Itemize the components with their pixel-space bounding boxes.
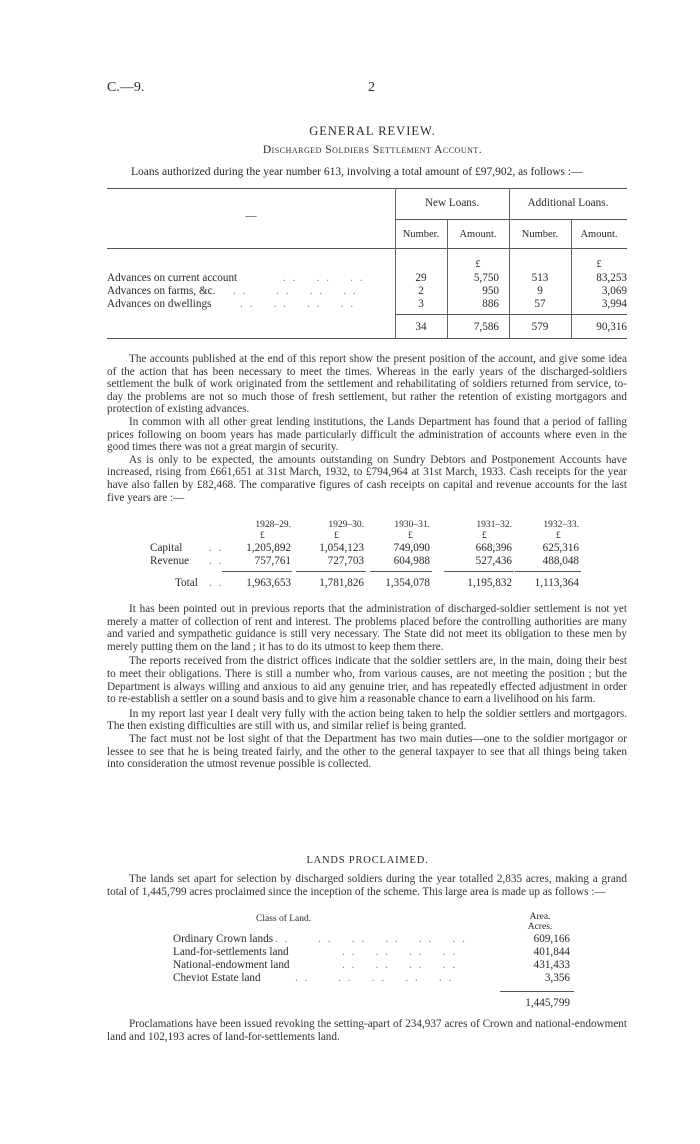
lands-row-value: 431,433 <box>533 959 570 971</box>
receipts-value: 527,436 <box>475 555 512 567</box>
receipts-value: 488,048 <box>542 555 579 567</box>
loans-row-label: Advances on current account <box>107 272 238 284</box>
body-paragraphs-2 <box>107 603 627 771</box>
receipts-total: 1,113,364 <box>534 577 579 589</box>
loans-add-number: 513 <box>531 272 549 284</box>
loans-header-add-amount: Amount. <box>580 229 618 240</box>
receipts-row-label: Revenue <box>150 555 190 567</box>
loans-add-amount: 83,253 <box>596 272 627 284</box>
paragraph: The accounts published at the end of this report show the present position of the account, and give some idea of the action that has been necessary to meet the times. Whereas in the early years of the discharged-soldiers settlement the bulk of work originated from the settlement and rehabilitating of soldiers returned from service, to-day the problems are not so much those of fresh settlement, but rather the retention of existing mortgagors and protection of existing advances. <box>107 353 627 416</box>
loans-row-label: Advances on farms, &c. <box>107 285 216 297</box>
lands-closing <box>107 1018 627 1043</box>
receipts-total: 1,963,653 <box>246 577 291 589</box>
paragraph: In my report last year I dealt very fully with the action being taken to help the soldier settlers and mortgagors. The then existing difficulties are still with us, and similar relief is being granted. <box>107 707 627 733</box>
receipts-value: 668,396 <box>475 542 512 554</box>
loans-header-new-number: Number. <box>402 229 440 240</box>
document-reference: C.—9. <box>107 80 145 95</box>
loans-total-new-amount: 7,586 <box>473 321 499 333</box>
loans-add-amount: 3,994 <box>601 298 627 310</box>
loans-new-amount: 950 <box>482 285 499 297</box>
loans-new-currency: £ <box>475 259 481 270</box>
receipts-value: 757,761 <box>254 555 291 567</box>
receipts-year: 1929–30. <box>328 520 364 530</box>
loans-header-new: New Loans. <box>424 197 480 209</box>
subsection-title: Discharged Soldiers Settlement Account. <box>262 144 483 156</box>
loans-new-amount: 886 <box>482 298 499 310</box>
lands-row-label: Cheviot Estate land <box>173 972 261 984</box>
lands-total: 1,445,799 <box>525 997 570 1009</box>
receipts-year: 1930–31. <box>394 520 430 530</box>
lands-intro <box>107 873 627 898</box>
loans-add-amount: 3,069 <box>601 285 627 297</box>
intro-line: Loans authorized during the year number 613, involving a total amount of £97,902, as follows :— <box>131 166 583 178</box>
page-number: 2 <box>368 80 375 95</box>
receipts-currency: £ <box>260 531 265 541</box>
loans-total-add-number: 579 <box>531 321 549 333</box>
lands-header-area: Area. <box>529 912 551 922</box>
lands-header-unit: Acres. <box>527 922 553 932</box>
lands-row-value: 401,844 <box>533 946 570 958</box>
receipts-value: 1,205,892 <box>246 542 291 554</box>
paragraph: In common with all other great lending institutions, the Lands Department has found that a period of falling prices following on boom years has made particularly difficult the administration of accounts where even in the good times there was not a great margin of security. <box>107 415 627 454</box>
document-page: C.—9. 2 GENERAL REVIEW. Discharged Soldiers Settlement Account. Loans authorized during the year number 613, involving a total amount of £97,902, as follows :— — New Loans. Additional Loans. Number. Amount. Number. Amount. £ £ Advances on current account . . . . . . 29 5,750 513 83,253 Advances on farms, &c. . . . . . . . . 2 950 9 3,069 Advances on dwellings . . . . . . . . 3 886 57 3,994 34 7,586 579 90,316 The accounts published at the end of this report show the present position of the account, and give some idea of the action that has been necessary to meet the times. Whereas in the early years of the discharged-soldiers settlement the bulk of work originated from the settlement and rehabilitating of soldiers returned from service, to-day the problems are not so much those of fresh settlement, but rather the retention of existing mortgagors and protection of existing advances. In common with all other great lending institutions, the Lands Department has found that a period of falling prices following on boom years has made particularly difficult the administration of accounts where even in the good times there was not a great margin of security. As is only to be expected, the amounts outstanding on Sundry Debtors and Postponement Accounts have increased, rising from £661,651 at 31st March, 1932, to £794,964 at 31st March, 1933. Cash receipts for the year have also fallen by £82,468. The comparative figures of cash receipts on capital and revenue accounts for the last five years are :— 1928–29. 1929–30. 1930–31. 1931–32. 1932–33. £ £ £ £ £ Capital . . 1,205,892 1,054,123 749,090 668,396 625,316 Revenue . . 757,761 727,703 604,988 527,436 488,048 Total . . 1,963,653 1,781,826 1,354,078 1,195,832 1,113,364 It has been pointed out in previous reports that the administration of discharged-soldier settlement is not yet merely a matter of collection of rent and interest. The problems placed before the controlling authorities are many and varied and sympathetic guidance is still very necessary. The State did not meet its obligation to these men by merely putting them on the land ; it has to do its utmost to keep them there. The reports received from the district offices indicate that the soldier settlers are, in the main, doing their best to meet their obligations. There is still a number who, from various causes, are not meeting the position ; but the Department is always willing and anxious to aid any genuine trier, and has repeatedly effected adjustment in order to re-establish a settler on a sound basis and to give him a reasonable chance to earn a livelihood on his farm. In my report last year I dealt very fully with the action being taken to help the soldier settlers and mortgagors. The then existing difficulties are still with us, and similar relief is being granted. The fact must not be lost sight of that the Department has two main duties—one to the soldier mortgagor or lessee to see that he is being treated fairly, and the other to the general taxpayer to see that all things being taken into consideration the utmost revenue possible is collected. LANDS PROCLAIMED. The lands set apart for selection by discharged soldiers during the year totalled 2,835 acres, making a grand total of 1,445,799 acres proclaimed since the inception of the scheme. This large area is made up as follows :— Class of Land. Area. Acres. Ordinary Crown lands . . . . . . . . . . . . 609,166 Land-for-settlements land . . . . . . . . 401,844 National-endowment land . . . . . . . . 431,433 Cheviot Estate land . . . . . . . . . . 3,356 1,445,799 Proclamations have been issued revoking the setting-apart of 234,937 acres of Crown and national-endowment land and 102,193 acres of land-for-settlements land. <box>0 0 700 1144</box>
lands-row-label: National-endowment land <box>173 959 290 971</box>
loans-total-add-amount: 90,316 <box>596 321 627 333</box>
lands-title: LANDS PROCLAIMED. <box>306 855 429 866</box>
loans-add-number: 57 <box>534 298 546 310</box>
loans-new-number: 29 <box>415 272 427 284</box>
receipts-row-label: Capital <box>150 542 183 554</box>
receipts-currency: £ <box>482 531 487 541</box>
loans-new-amount: 5,750 <box>473 272 499 284</box>
receipts-value: 1,054,123 <box>319 542 364 554</box>
lands-row-value: 3,356 <box>544 972 570 984</box>
receipts-year: 1931–32. <box>476 520 512 530</box>
body-paragraphs-1 <box>107 353 627 504</box>
paragraph: As is only to be expected, the amounts outstanding on Sundry Debtors and Postponement Accounts have increased, rising from £661,651 at 31st March, 1932, to £794,964 at 31st March, 1933. Cash receipts for the year have also fallen by £82,468. The comparative figures of cash receipts on capital and revenue accounts for the last five years are :— <box>107 453 627 504</box>
lands-row-value: 609,166 <box>533 933 570 945</box>
paragraph: The reports received from the district offices indicate that the soldier settlers are, in the main, doing their best to meet their obligations. There is still a number who, from various causes, are not meeting the position ; but the Department is always willing and anxious to aid any genuine trier, and has repeatedly effected adjustment in order to re-establish a settler on a sound basis and to give him a reasonable chance to earn a livelihood on his farm. <box>107 655 627 706</box>
receipts-currency: £ <box>334 531 339 541</box>
receipts-total-label: Total <box>175 577 198 589</box>
receipts-total: 1,354,078 <box>385 577 430 589</box>
loans-new-number: 2 <box>418 285 424 297</box>
receipts-currency: £ <box>408 531 413 541</box>
loans-new-number: 3 <box>418 298 424 310</box>
paragraph: The lands set apart for selection by discharged soldiers during the year totalled 2,835 acres, making a grand total of 1,445,799 acres proclaimed since the inception of the scheme. This large area is made up as follows :— <box>107 873 627 898</box>
loans-row-label: Advances on dwellings <box>107 298 212 310</box>
loans-add-number: 9 <box>537 285 543 297</box>
receipts-value: 727,703 <box>327 555 364 567</box>
receipts-value: 749,090 <box>393 542 430 554</box>
loans-header-new-amount: Amount. <box>459 229 497 240</box>
paragraph: It has been pointed out in previous reports that the administration of discharged-soldier settlement is not yet merely a matter of collection of rent and interest. The problems placed before the controlling authorities are many and varied and sympathetic guidance is still very necessary. The State did not meet its obligation to these men by merely putting them on the land ; it has to do its utmost to keep them there. <box>107 603 627 653</box>
lands-row-label: Land-for-settlements land <box>173 946 289 958</box>
loans-header-add-number: Number. <box>521 229 559 240</box>
section-title: GENERAL REVIEW. <box>309 124 436 138</box>
lands-header-class: Class of Land. <box>256 914 312 924</box>
loans-add-currency: £ <box>596 259 602 270</box>
receipts-total: 1,195,832 <box>467 577 512 589</box>
loans-header-additional: Additional Loans. <box>527 197 609 209</box>
receipts-total: 1,781,826 <box>319 577 364 589</box>
receipts-year: 1928–29. <box>255 520 291 530</box>
receipts-value: 604,988 <box>393 555 430 567</box>
receipts-value: 625,316 <box>542 542 579 554</box>
paragraph: The fact must not be lost sight of that the Department has two main duties—one to the soldier mortgagor or lessee to see that he is being treated fairly, and the other to the general taxpayer to see that all things being taken into consideration the utmost revenue possible is collected. <box>107 732 627 771</box>
loans-corner-dash: — <box>245 210 257 222</box>
paragraph: Proclamations have been issued revoking the setting-apart of 234,937 acres of Crown and national-endowment land and 102,193 acres of land-for-settlements land. <box>107 1018 627 1043</box>
receipts-currency: £ <box>556 531 561 541</box>
receipts-year: 1932–33. <box>543 520 579 530</box>
lands-row-label: Ordinary Crown lands <box>173 933 274 945</box>
loans-total-new-number: 34 <box>415 321 427 333</box>
